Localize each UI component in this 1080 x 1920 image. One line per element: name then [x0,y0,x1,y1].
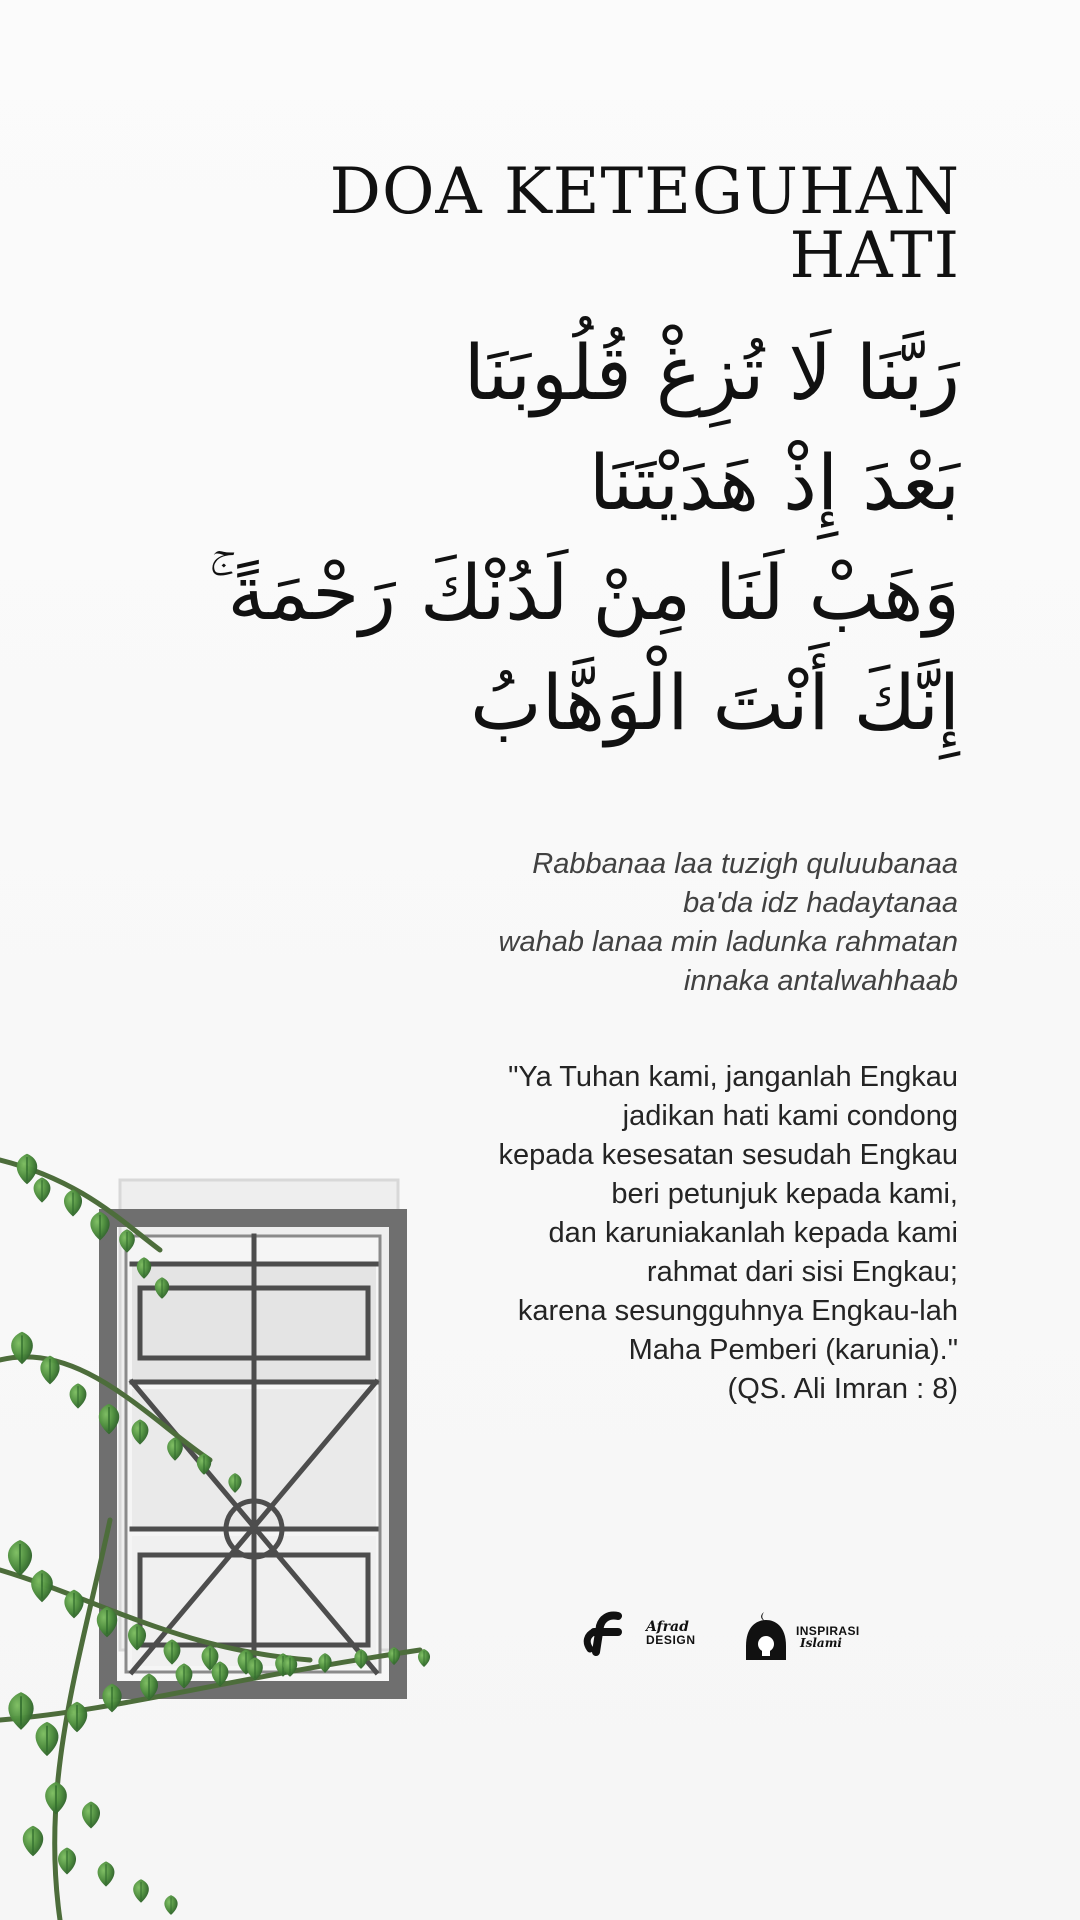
afrad-logo-text [646,1620,696,1646]
window-with-ivy-illustration [0,1100,500,1920]
arabic-line: رَبَّنَا لَا تُزِغْ قُلُوبَنَا [463,328,960,417]
translation-line: karena sesungguhnya Engkau-lah [517,1295,958,1327]
publisher-logos [570,1608,870,1688]
translation-line: "Ya Tuhan kami, janganlah Engkau [508,1061,958,1093]
afrad-design-logo [580,1608,696,1658]
translation-line: dan karuniakanlah kepada kami [548,1217,958,1249]
arabic-line: بَعْدَ إِذْ هَدَيْتَنَا [588,438,960,527]
translation-line: Maha Pemberi (karunia)." [628,1334,958,1366]
inspirasi-logo-icon [742,1608,790,1666]
inspirasi-logo-line2: Islami [800,1636,842,1650]
inspirasi-logo-text [796,1625,860,1649]
transliteration-line: wahab lanaa min ladunka rahmatan [498,926,958,958]
translation-line: kepada kesesatan sesudah Engkau [498,1139,958,1171]
translation-line: rahmat dari sisi Engkau; [646,1256,958,1288]
page-title: DOA KETEGUHAN HATI [329,155,960,293]
afrad-logo-line2: DESIGN [646,1633,696,1647]
translation-line: jadikan hati kami condong [622,1100,958,1132]
afrad-logo-icon [580,1608,640,1658]
transliteration-line: ba'da idz hadaytanaa [683,887,958,919]
transliteration-line: Rabbanaa laa tuzigh quluubanaa [532,848,958,880]
afrad-logo-line1: Afrad [646,1619,689,1635]
arabic-verse [120,318,960,758]
arabic-line: إِنَّكَ أَنْتَ الْوَهَّابُ [470,658,960,747]
translation-line: beri petunjuk kepada kami, [611,1178,958,1210]
inspirasi-logo-line1: INSPIRASI [796,1624,860,1638]
transliteration-line: innaka antalwahhaab [683,965,958,997]
transliteration [330,845,958,1001]
inspirasi-islami-logo [742,1608,860,1666]
arabic-line: وَهَبْ لَنَا مِنْ لَدُنْكَ رَحْمَةً ۚ [208,548,960,637]
citation: (QS. Ali Imran : 8) [727,1373,958,1405]
